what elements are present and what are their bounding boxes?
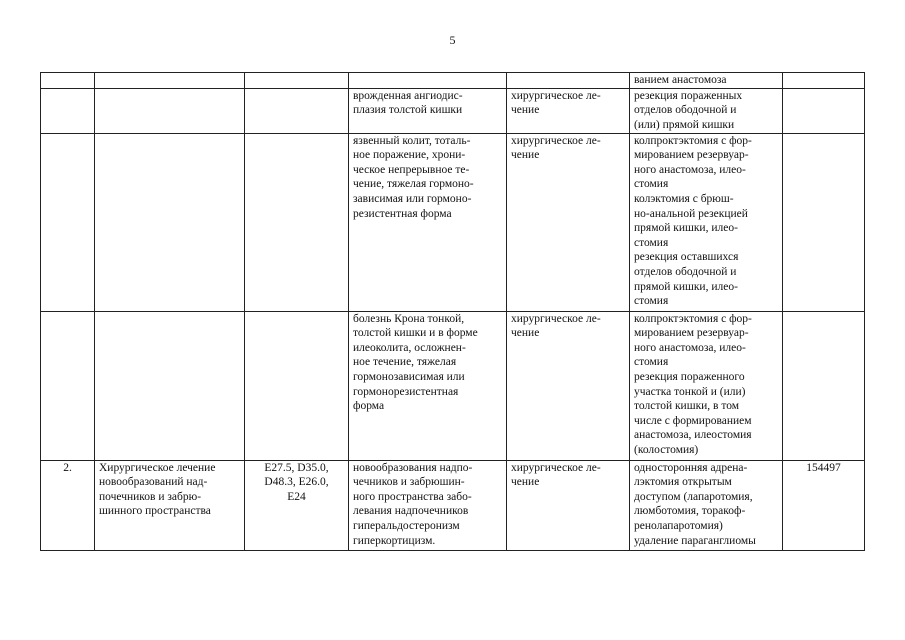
care-type-cell: Хирургическое лечение новообразований над- почечников и забрю- шинного пространства: [95, 460, 245, 550]
care-type-cell: [95, 73, 245, 89]
price-cell: [783, 88, 865, 133]
row-number-cell: 2.: [41, 460, 95, 550]
medical-care-table: [40, 72, 865, 551]
icd-codes-cell: [245, 311, 349, 460]
row-number-cell: [41, 133, 95, 311]
table-row: [41, 88, 865, 133]
table-row: [41, 133, 865, 311]
price-cell: [783, 73, 865, 89]
treatment-type-cell: хирургическое ле- чение: [507, 311, 630, 460]
table-row: [41, 311, 865, 460]
row-number-cell: [41, 311, 95, 460]
treatment-type-cell: хирургическое ле- чение: [507, 133, 630, 311]
icd-codes-cell: [245, 133, 349, 311]
treatment-method-cell: односторонняя адрена- лэктомия открытым доступом (лапаротомия, люмботомия, торакоф- ренолапаротомия) удаление параганглиомы: [630, 460, 783, 550]
treatment-method-cell: ванием анастомоза: [630, 73, 783, 89]
care-type-cell: [95, 311, 245, 460]
icd-codes-cell: E27.5, D35.0, D48.3, E26.0, E24: [245, 460, 349, 550]
treatment-method-cell: резекция пораженных отделов ободочной и (или) прямой кишки: [630, 88, 783, 133]
row-number-cell: [41, 88, 95, 133]
patient-model-cell: новообразования надпо- чечников и забрюшин- ного пространства забо- левания надпочечников гиперальдостеронизм гиперкортицизм.: [349, 460, 507, 550]
patient-model-cell: врожденная ангиодис- плазия толстой кишки: [349, 88, 507, 133]
treatment-type-cell: хирургическое ле- чение: [507, 460, 630, 550]
treatment-type-cell: [507, 73, 630, 89]
care-type-cell: [95, 133, 245, 311]
table-row: [41, 73, 865, 89]
treatment-method-cell: колпроктэктомия с фор- мированием резервуар- ного анастомоза, илео- стомия резекция пораженного участка тонкой и (или) толстой кишки, в том числе с формированием анастомоза, илеостомия (колостомия): [630, 311, 783, 460]
table-row: [41, 460, 865, 550]
care-type-cell: [95, 88, 245, 133]
treatment-method-cell: колпроктэктомия с фор- мированием резервуар- ного анастомоза, илео- стомия колэктомия с брюш- но-анальной резекцией прямой кишки, илео- стомия резекция оставшихся отделов ободочной и прямой кишки, илео- стомия: [630, 133, 783, 311]
patient-model-cell: [349, 73, 507, 89]
patient-model-cell: болезнь Крона тонкой, толстой кишки и в форме илеоколита, осложнен- ное течение, тяжелая гормонозависимая или гормонорезистентная форма: [349, 311, 507, 460]
patient-model-cell: язвенный колит, тоталь- ное поражение, хрони- ческое непрерывное те- чение, тяжелая гормоно- зависимая или гормоно- резистентная форма: [349, 133, 507, 311]
price-cell: [783, 311, 865, 460]
price-cell: [783, 133, 865, 311]
row-number-cell: [41, 73, 95, 89]
icd-codes-cell: [245, 88, 349, 133]
page-number: 5: [449, 33, 456, 47]
price-cell: 154497: [783, 460, 865, 550]
treatment-type-cell: хирургическое ле- чение: [507, 88, 630, 133]
icd-codes-cell: [245, 73, 349, 89]
